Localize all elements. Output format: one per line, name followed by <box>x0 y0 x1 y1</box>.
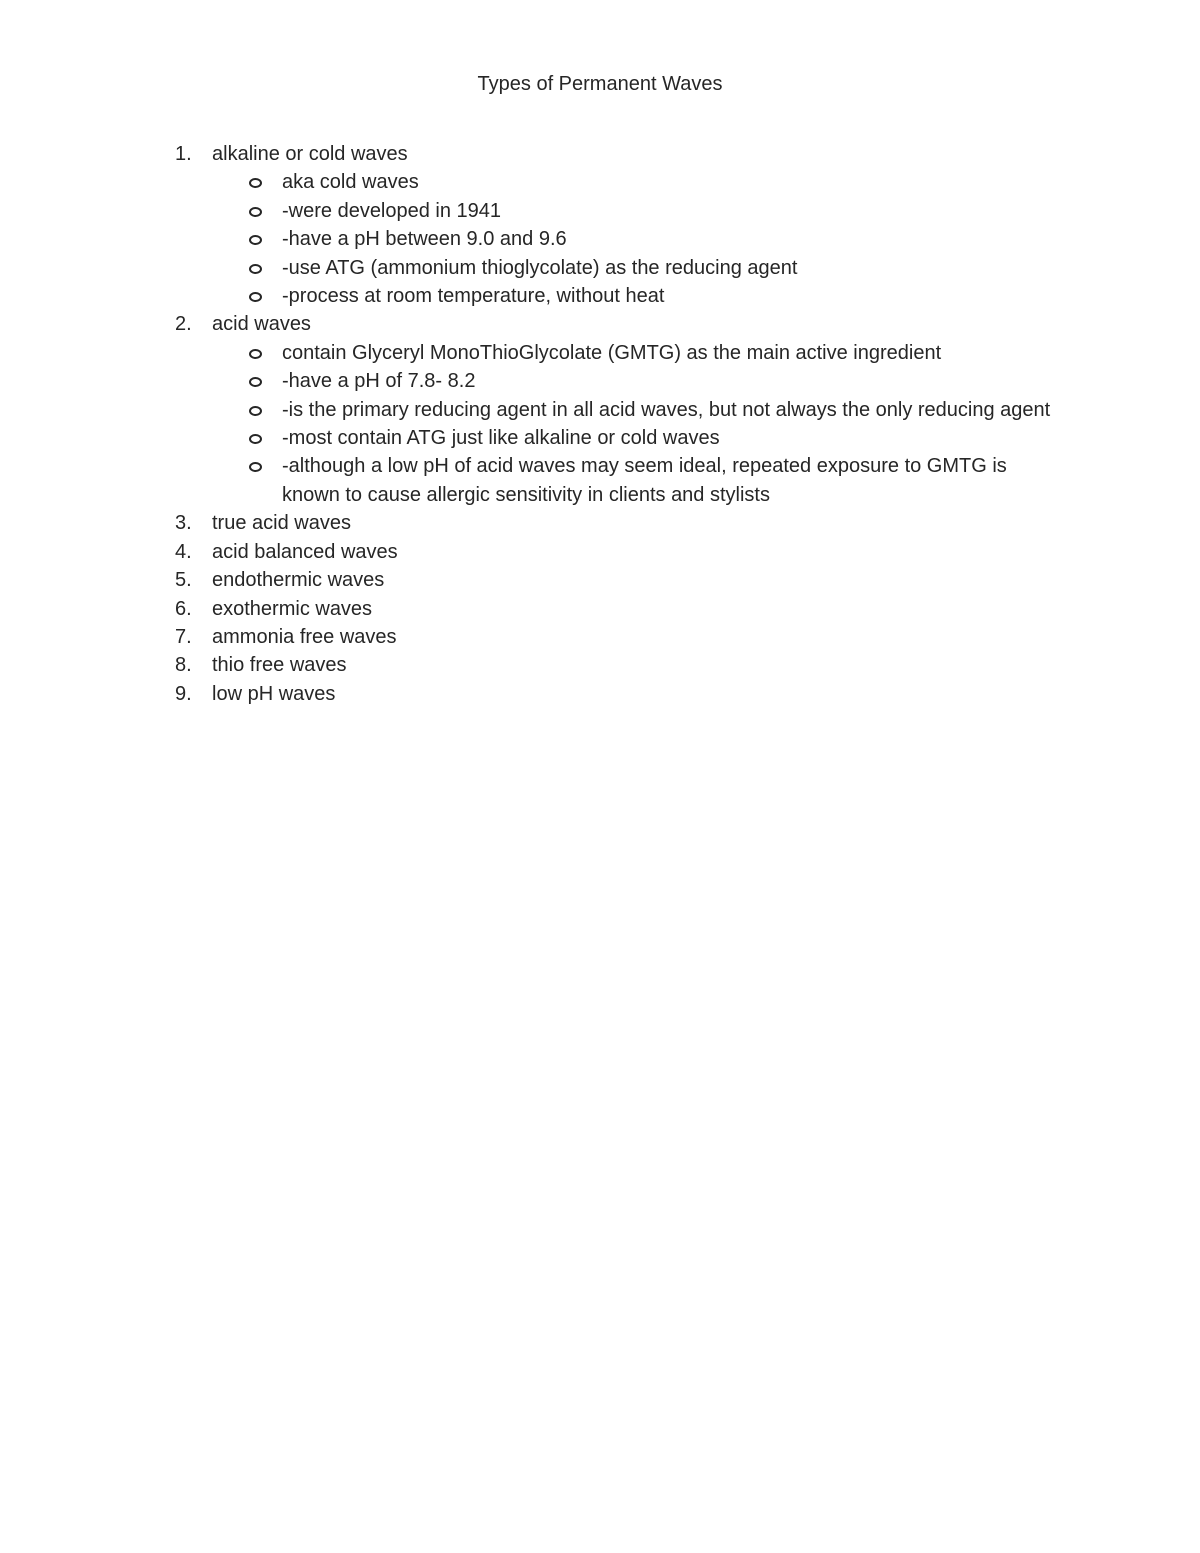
list-item-label: endothermic waves <box>212 569 385 592</box>
sub-item-text: -use ATG (ammonium thioglycolate) as the reducing agent <box>282 256 798 279</box>
hollow-circle-bullet-icon <box>249 349 262 359</box>
list-item <box>150 140 1060 310</box>
list-item-label: ammonia free waves <box>212 625 397 648</box>
list-item <box>150 680 1060 708</box>
sub-list-item <box>212 254 1060 282</box>
hollow-circle-bullet-icon <box>249 264 262 274</box>
sub-item-text: -were developed in 1941 <box>282 199 502 222</box>
sub-item-text: contain Glyceryl MonoThioGlycolate (GMTG) as the main active ingredient <box>282 341 942 364</box>
sub-list-item <box>212 197 1060 225</box>
sub-item-text: -although a low pH of acid waves may seem ideal, repeated exposure to GMTG is known to cause allergic sensitivity in clients and stylists <box>282 455 1007 506</box>
list-number: 9. <box>175 682 192 705</box>
list-item <box>150 538 1060 566</box>
hollow-circle-bullet-icon <box>249 406 262 416</box>
list-item-label: true acid waves <box>212 512 351 535</box>
list-number: 2. <box>175 313 192 336</box>
sub-list-item <box>212 424 1060 452</box>
sub-list-item <box>212 396 1060 424</box>
sub-item-text: -is the primary reducing agent in all acid waves, but not always the only reducing agent <box>282 398 1051 421</box>
list-number: 6. <box>175 597 192 620</box>
list-number: 3. <box>175 512 192 535</box>
list-number: 1. <box>175 143 192 165</box>
sub-item-text: -have a pH between 9.0 and 9.6 <box>282 228 567 251</box>
sub-list-item <box>212 339 1060 367</box>
hollow-circle-bullet-icon <box>249 292 262 302</box>
list-item-label: alkaline or cold waves <box>212 143 408 165</box>
sub-item-text: aka cold waves <box>282 171 419 194</box>
list-item <box>150 310 1060 509</box>
list-item-label: exothermic waves <box>212 597 373 620</box>
list-number: 7. <box>175 625 192 648</box>
list-number: 5. <box>175 569 192 592</box>
sub-item-text: -most contain ATG just like alkaline or cold waves <box>282 427 720 450</box>
sub-list-item <box>212 367 1060 395</box>
list-item <box>150 509 1060 537</box>
list-number: 4. <box>175 540 192 563</box>
list-item-label: acid balanced waves <box>212 540 398 563</box>
hollow-circle-bullet-icon <box>249 207 262 217</box>
hollow-circle-bullet-icon <box>249 178 262 188</box>
list-item <box>150 566 1060 594</box>
sub-item-text: -have a pH of 7.8- 8.2 <box>282 370 476 393</box>
list-item-label: acid waves <box>212 313 311 336</box>
sub-item-text: -process at room temperature, without heat <box>282 285 665 308</box>
list-item-label: low pH waves <box>212 682 336 705</box>
list-item-label: thio free waves <box>212 654 347 677</box>
sub-list <box>212 168 1060 310</box>
list-item <box>150 595 1060 623</box>
document-title: Types of Permanent Waves <box>477 73 723 95</box>
sub-list-item <box>212 168 1060 196</box>
list-item <box>150 623 1060 651</box>
list-number: 8. <box>175 654 192 677</box>
sub-list-item <box>212 282 1060 310</box>
hollow-circle-bullet-icon <box>249 377 262 387</box>
sub-list-item <box>212 452 1060 509</box>
list-item <box>150 651 1060 679</box>
sub-list <box>212 339 1060 509</box>
hollow-circle-bullet-icon <box>249 434 262 444</box>
wave-types-list <box>150 140 1060 708</box>
hollow-circle-bullet-icon <box>249 462 262 472</box>
hollow-circle-bullet-icon <box>249 235 262 245</box>
sub-list-item <box>212 225 1060 253</box>
